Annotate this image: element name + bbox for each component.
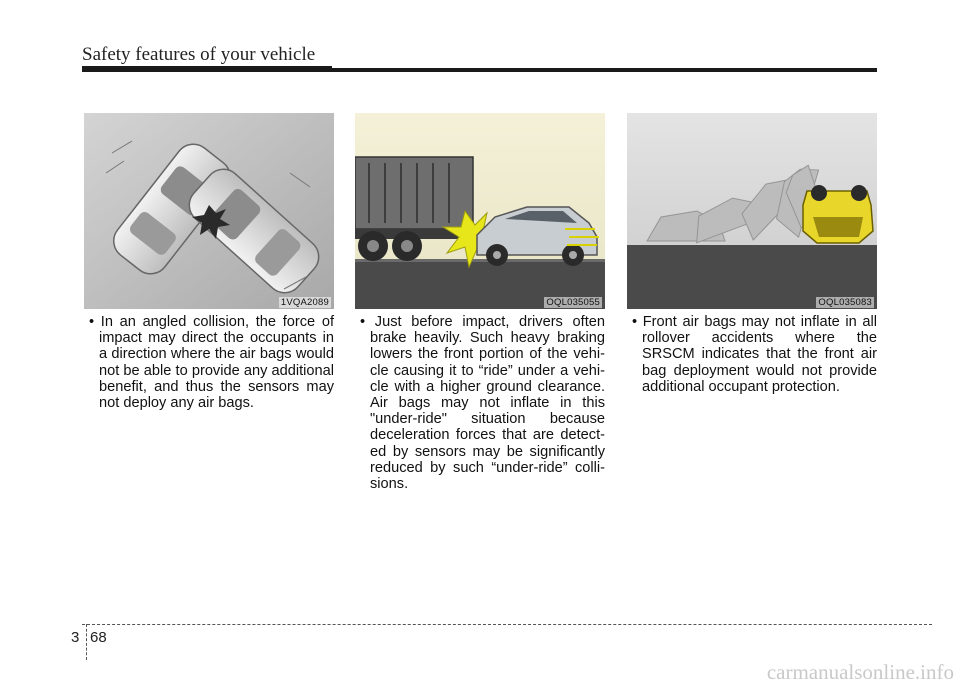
- text-column-rollover: [627, 314, 877, 395]
- footer-rule: [82, 624, 932, 625]
- under-ride-illustration: [355, 113, 605, 309]
- angled-collision-illustration: [84, 113, 334, 309]
- page-number: 68: [90, 629, 107, 646]
- figure-rollover: [627, 113, 877, 309]
- header-rule-accent: [82, 66, 332, 72]
- rollover-illustration: [627, 113, 877, 309]
- bullet-paragraph: • Just before impact, drivers often brake heavily. Such heavy braking lowers the front portion of the vehi-cle causing it to “ride” under a vehi-cle with a higher ground clearance. Air bags may not inflate in this "under-ride" situation because deceleration forces that are detect-ed by sensors may be significantly reduced by such “under-ride” colli-sions.: [360, 314, 605, 493]
- chapter-number: 3: [71, 629, 80, 646]
- figure-angled-collision: [84, 113, 334, 309]
- text-column-under-ride: [355, 314, 605, 492]
- figure-under-ride: [355, 113, 605, 309]
- figure-code: OQL035083: [818, 297, 872, 308]
- bullet-paragraph: • In an angled collision, the force of impact may direct the occupants in a direction where the air bags would not be able to provide any additional benefit, and thus the sensors may not deploy any air bags.: [89, 314, 334, 412]
- bullet-paragraph: • Front air bags may not inflate in all rollover accidents where the SRSCM indicates that the front air bag deployment would not provide additional occupant protection.: [632, 314, 877, 395]
- text-column-angled-collision: [84, 314, 334, 411]
- watermark: carmanualsonline.info: [766, 660, 954, 684]
- figure-code: OQL035055: [546, 297, 600, 308]
- footer-divider: [86, 624, 87, 660]
- section-title: Safety features of your vehicle: [82, 44, 316, 65]
- figure-code: 1VQA2089: [280, 297, 329, 308]
